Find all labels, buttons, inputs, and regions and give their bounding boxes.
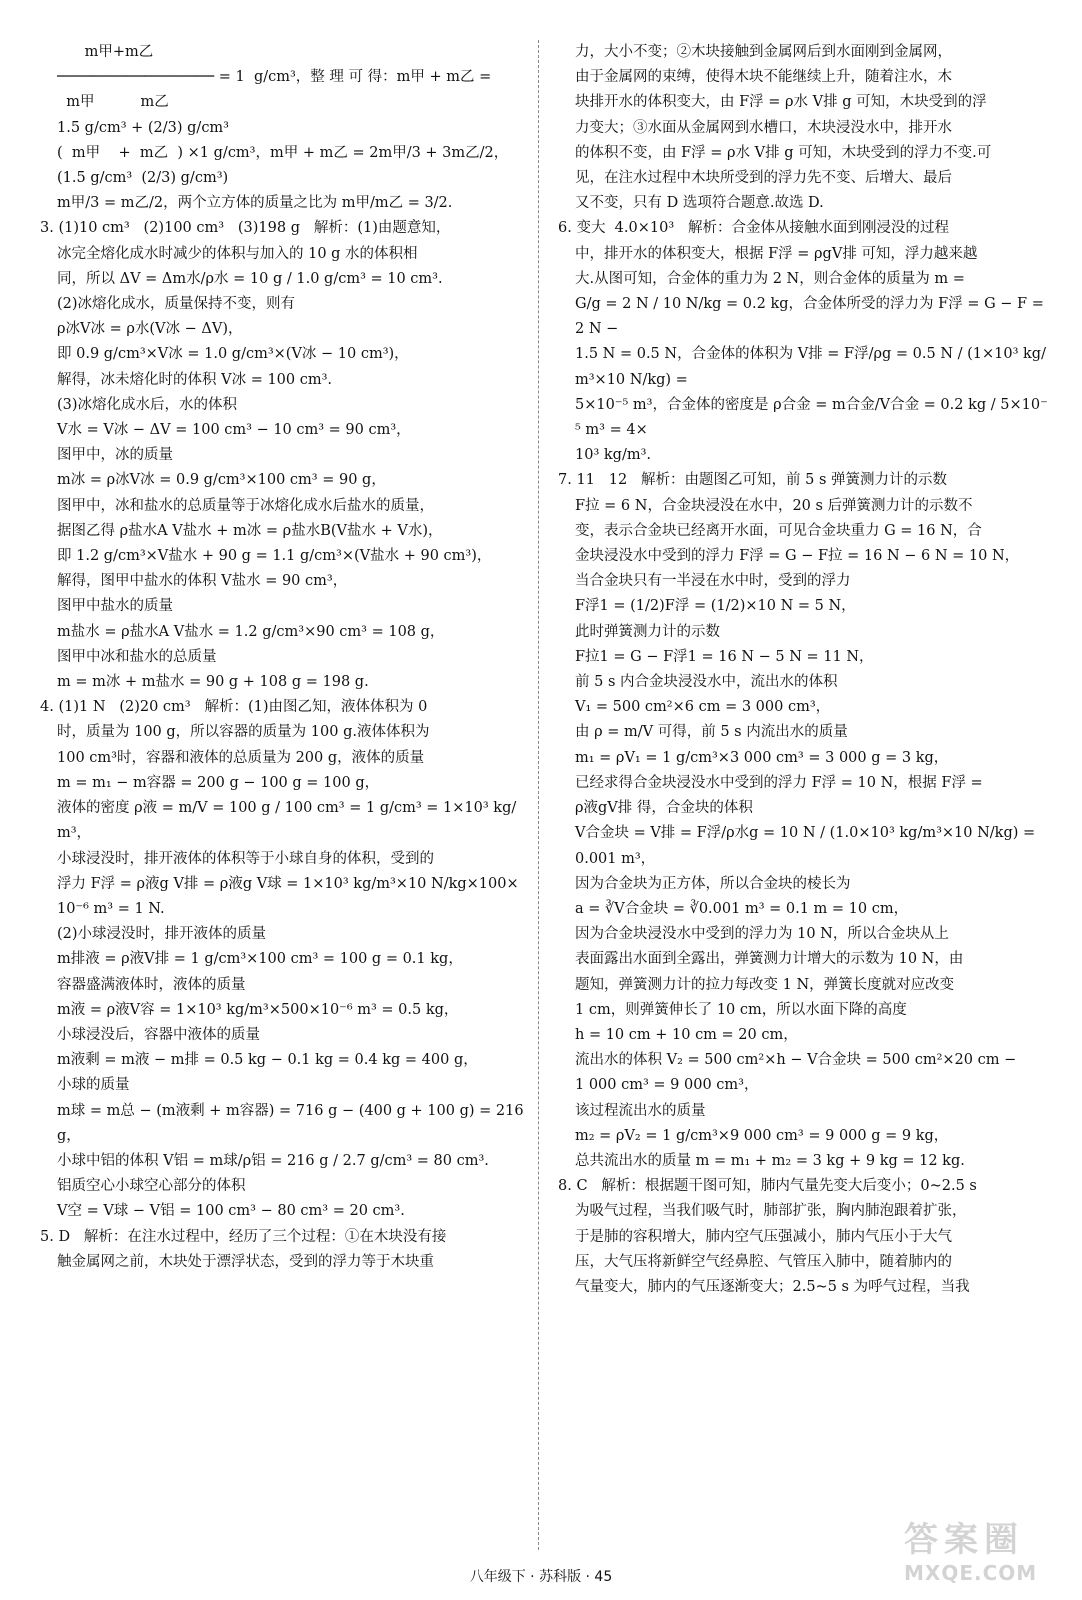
left-line: m盐水 = ρ盐水A V盐水 = 1.2 g/cm³×90 cm³ = 108 g， [57, 623, 445, 640]
left-line: (2)小球浸没时，排开液体的质量 [57, 926, 267, 943]
left-line: 容器盛满液体时，液体的质量 [57, 976, 246, 993]
left-line: 小球浸没时，排开液体的体积等于小球自身的体积，受到的 [57, 850, 434, 867]
right-line: 7. 11 12 解析：由题图乙可知，前 5 s 弹簧测力计的示数 [558, 472, 947, 489]
left-column [40, 40, 528, 1275]
left-line: 即 1.2 g/cm³×V盐水 + 90 g = 1.1 g/cm³×(V盐水 + 90 cm³)， [57, 548, 492, 565]
right-line: 1.5 N = 0.5 N，合金体的体积为 V排 = F浮/ρg = 0.5 N / (1×10³ kg/m³×10 N/kg) = [575, 346, 1046, 388]
right-line: 因为合金块浸没水中受到的浮力为 10 N，所以合金块从上 [575, 926, 949, 943]
left-line: (2)冰熔化成水，质量保持不变，则有 [57, 296, 296, 313]
right-line: 该过程流出水的质量 [575, 1102, 706, 1119]
right-line: 总共流出水的质量 m = m₁ + m₂ = 3 kg + 9 kg = 12 kg. [575, 1152, 965, 1169]
right-line: 由于金属网的束缚，使得木块不能继续上升，随着注水，木 [575, 69, 952, 86]
watermark-logo [904, 1512, 1054, 1590]
left-line: 5. D 解析：在注水过程中，经历了三个过程：①在木块没有接 [40, 1228, 447, 1245]
right-line: 气量变大，肺内的气压逐渐变大；2.5~5 s 为呼气过程，当我 [575, 1278, 970, 1295]
right-line: 题知，弹簧测力计的拉力每改变 1 N，弹簧长度就对应改变 [575, 976, 955, 993]
right-line: F浮1 = (1/2)F浮 = (1/2)×10 N = 5 N， [575, 598, 856, 615]
left-line: 小球浸没后，容器中液体的质量 [57, 1026, 260, 1043]
left-line: 解得，冰未熔化时的体积 V冰 = 100 cm³. [57, 371, 333, 388]
left-line: 液体的密度 ρ液 = m/V = 100 g / 100 cm³ = 1 g/cm³ = 1×10³ kg/m³， [57, 800, 517, 842]
right-line: 因为合金块为正方体，所以合金块的棱长为 [575, 875, 851, 892]
right-line: 已经求得合金块浸没水中受到的浮力 F浮 = 10 N，根据 F浮 = [575, 774, 983, 791]
right-line: 大.从图可知，合金体的重力为 2 N，则合金体的质量为 m = [575, 270, 965, 287]
watermark-top: 答案圈 [904, 1520, 1024, 1560]
left-line: 10⁻⁶ m³ = 1 N. [57, 900, 165, 917]
left-line: m液剩 = m液 − m排 = 0.5 kg − 0.1 kg = 0.4 kg = 400 g， [57, 1052, 478, 1069]
left-line: ────────────────── = 1 g/cm³，整 理 可 得：m甲 + m乙 = [57, 69, 492, 86]
right-line: 此时弹簧测力计的示数 [575, 623, 720, 640]
right-line: 压，大气压将新鲜空气经鼻腔、气管压入肺中，随着肺内的 [575, 1253, 952, 1270]
right-line: m₂ = ρV₂ = 1 g/cm³×9 000 cm³ = 9 000 g = 9 kg， [575, 1127, 949, 1144]
right-line: 力变大；③水面从金属网到水槽口，木块浸没水中，排开水 [575, 119, 952, 136]
watermark-bottom: MXQE.COM [904, 1561, 1038, 1585]
left-line: m甲/3 = m乙/2，两个立方体的质量之比为 m甲/m乙 = 3/2. [57, 195, 453, 212]
right-line: G/g = 2 N / 10 N/kg = 0.2 kg，合金体所受的浮力为 F浮 = G − F = 2 N − [575, 296, 1049, 338]
right-line: 10³ kg/m³. [575, 447, 651, 464]
left-line: m甲+m乙 [57, 44, 154, 60]
left-line: 图甲中，冰的质量 [57, 447, 173, 464]
right-line: 变，表示合金块已经离开水面，可见合金块重力 G = 16 N，合 [575, 522, 982, 539]
right-line: 为吸气过程，当我们吸气时，肺部扩张，胸内肺泡跟着扩张， [575, 1203, 967, 1220]
left-line: V空 = V球 − V铝 = 100 cm³ − 80 cm³ = 20 cm³. [57, 1203, 405, 1220]
left-line: 3. (1)10 cm³ (2)100 cm³ (3)198 g 解析：(1)由题意知， [40, 220, 451, 237]
left-line: 触金属网之前，木块处于漂浮状态，受到的浮力等于木块重 [57, 1253, 434, 1270]
right-line: 见，在注水过程中木块所受到的浮力先不变、后增大、最后 [575, 170, 952, 187]
left-line: m液 = ρ液V容 = 1×10³ kg/m³×500×10⁻⁶ m³ = 0.5 kg， [57, 1001, 459, 1018]
right-line: V₁ = 500 cm²×6 cm = 3 000 cm³， [575, 699, 831, 716]
left-line: m冰 = ρ冰V冰 = 0.9 g/cm³×100 cm³ = 90 g， [57, 472, 386, 489]
left-line: 图甲中冰和盐水的总质量 [57, 648, 217, 665]
right-line: 块排开水的体积变大，由 F浮 = ρ水 V排 g 可知，木块受到的浮 [575, 94, 987, 111]
left-line: 浮力 F浮 = ρ液g V排 = ρ液g V球 = 1×10³ kg/m³×10 N/kg×100× [57, 875, 519, 892]
left-line: 同，所以 ΔV = Δm水/ρ水 = 10 g / 1.0 g/cm³ = 10 cm³. [57, 270, 443, 287]
left-line: m甲 m乙 [57, 94, 169, 111]
page-footer: 八年级下 · 苏科版 · 45 [469, 1569, 613, 1585]
left-line: 小球中铝的体积 V铝 = m球/ρ铝 = 216 g / 2.7 g/cm³ = 80 cm³. [57, 1152, 489, 1169]
right-line: F拉 = 6 N，合金块浸没在水中，20 s 后弹簧测力计的示数不 [575, 497, 973, 514]
right-line: m₁ = ρV₁ = 1 g/cm³×3 000 cm³ = 3 000 g = 3 kg， [575, 749, 949, 766]
right-line: a = ∛V合金块 = ∛0.001 m³ = 0.1 m = 10 cm， [575, 900, 909, 917]
right-line: F拉1 = G − F浮1 = 16 N − 5 N = 11 N， [575, 648, 874, 665]
right-line: 的体积不变，由 F浮 = ρ水 V排 g 可知，木块受到的浮力不变.可 [575, 144, 992, 161]
left-line: 4. (1)1 N (2)20 cm³ 解析：(1)由图乙知，液体体积为 0 [40, 699, 428, 716]
right-line: 中，排开水的体积变大，根据 F浮 = ρgV排 可知，浮力越来越 [575, 245, 978, 262]
left-line: 图甲中盐水的质量 [57, 598, 173, 615]
left-line: 图甲中，冰和盐水的总质量等于冰熔化成水后盐水的质量， [57, 497, 434, 514]
right-line: 于是肺的容积增大，肺内空气压强减小，肺内气压小于大气 [575, 1228, 952, 1245]
left-line: 时，质量为 100 g，所以容器的质量为 100 g.液体体积为 [57, 724, 430, 741]
right-line: 力，大小不变；②木块接触到金属网后到水面刚到金属网， [575, 44, 952, 60]
right-column [558, 40, 1050, 1300]
right-line: 8. C 解析：根据题干图可知，肺内气量先变大后变小；0~2.5 s [558, 1178, 977, 1195]
left-line: ρ冰V冰 = ρ水(V冰 − ΔV)， [57, 321, 243, 338]
left-line: m排液 = ρ液V排 = 1 g/cm³×100 cm³ = 100 g = 0.1 kg， [57, 951, 463, 968]
left-line: m = m冰 + m盐水 = 90 g + 108 g = 198 g. [57, 674, 369, 691]
right-line: 前 5 s 内合金块浸没水中，流出水的体积 [575, 674, 838, 691]
right-line: 由 ρ = m/V 可得，前 5 s 内流出水的质量 [575, 724, 848, 741]
left-line: 100 cm³时，容器和液体的总质量为 200 g，液体的质量 [57, 749, 425, 766]
right-line: ρ液gV排 得，合金块的体积 [575, 800, 753, 817]
right-line: 当合金块只有一半浸在水中时，受到的浮力 [575, 573, 851, 590]
right-line: 1 cm，则弹簧伸长了 10 cm，所以水面下降的高度 [575, 1001, 907, 1018]
left-line: 小球的质量 [57, 1077, 130, 1094]
left-line: 铝质空心小球空心部分的体积 [57, 1178, 246, 1195]
right-line: 6. 变大 4.0×10³ 解析：合金体从接触水面到刚浸没的过程 [558, 220, 949, 237]
left-line: 据图乙得 ρ盐水A V盐水 + m冰 = ρ盐水B(V盐水 + V水)， [57, 522, 443, 539]
right-line: V合金块 = V排 = F浮/ρ水g = 10 N / (1.0×10³ kg/m³×10 N/kg) = 0.001 m³， [575, 825, 1040, 867]
column-divider [538, 40, 539, 1550]
left-line: m = m₁ − m容器 = 200 g − 100 g = 100 g， [57, 774, 380, 791]
left-line: V水 = V冰 − ΔV = 100 cm³ − 10 cm³ = 90 cm³， [57, 422, 411, 439]
left-line: ( m甲 + m乙 ) ×1 g/cm³，m甲 + m乙 = 2m甲/3 + 3m乙/2， [57, 144, 509, 161]
right-line: 流出水的体积 V₂ = 500 cm²×h − V合金块 = 500 cm²×20 cm − [575, 1052, 1017, 1069]
left-line: (1.5 g/cm³ (2/3) g/cm³) [57, 170, 229, 187]
left-line: 冰完全熔化成水时减少的体积与加入的 10 g 水的体积相 [57, 245, 418, 262]
left-line: 即 0.9 g/cm³×V冰 = 1.0 g/cm³×(V冰 − 10 cm³)， [57, 346, 409, 363]
left-line: (3)冰熔化成水后，水的体积 [57, 396, 238, 413]
left-line: m球 = m总 − (m液剩 + m容器) = 716 g − (400 g + 100 g) = 216 g， [57, 1102, 529, 1144]
left-line: 1.5 g/cm³ + (2/3) g/cm³ [57, 119, 229, 136]
right-line: 表面露出水面到全露出，弹簧测力计增大的示数为 10 N，由 [575, 951, 964, 968]
right-line: 金块浸没水中受到的浮力 F浮 = G − F拉 = 16 N − 6 N = 10 N， [575, 548, 1020, 565]
right-line: 1 000 cm³ = 9 000 cm³， [575, 1077, 759, 1094]
right-line: 又不变，只有 D 选项符合题意.故选 D. [575, 195, 824, 212]
left-line: 解得，图甲中盐水的体积 V盐水 = 90 cm³， [57, 573, 348, 590]
right-line: 5×10⁻⁵ m³，合金体的密度是 ρ合金 = m合金/V合金 = 0.2 kg / 5×10⁻⁵ m³ = 4× [575, 396, 1048, 439]
right-line: h = 10 cm + 10 cm = 20 cm， [575, 1026, 798, 1043]
